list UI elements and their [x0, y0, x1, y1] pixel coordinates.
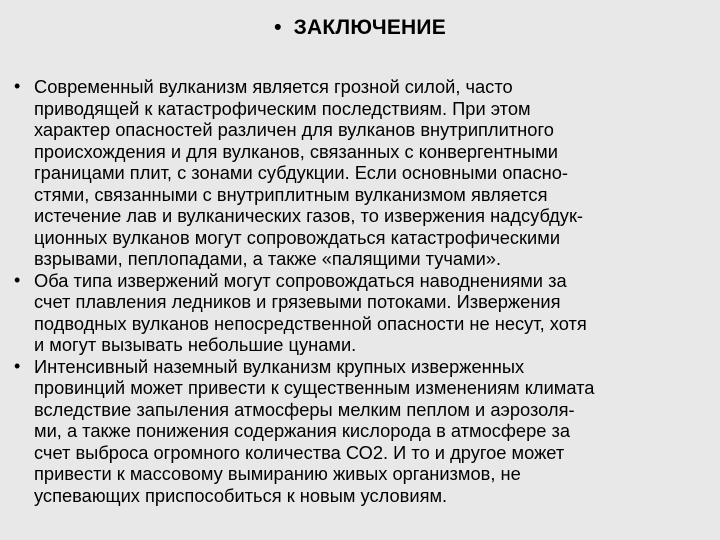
text-line: приводящей к катастрофическим последствиям. При этом — [34, 97, 531, 119]
text-line: Современный вулканизм является грозной силой, часто — [34, 76, 513, 97]
text-line: взрывами, пеплопадами, а также «палящими тучами». — [34, 248, 502, 269]
bullet-item-3 — [12, 356, 712, 507]
text-line: ми, а также понижения содержания кислорода в атмосфере за — [34, 420, 571, 441]
text-line: границами плит, с зонами субдукции. Если основными опасно- — [34, 162, 568, 183]
text-line: и могут вызывать небольшие цунами. — [34, 334, 357, 355]
bullet-marker: • — [14, 355, 21, 376]
text-line: провинций может привести к существенным изменениям климата — [34, 377, 595, 398]
text-line: счет плавления ледников и грязевыми потоками. Извержения — [34, 291, 561, 312]
text-line: Оба типа извержений могут сопровождаться наводнениями за — [34, 269, 567, 291]
bullet-marker: • — [14, 76, 21, 96]
bullet-list — [12, 76, 712, 506]
title-bullet: • — [274, 16, 282, 39]
slide-title-row — [0, 12, 720, 44]
slide-title: ЗАКЛЮЧЕНИЕ — [293, 16, 446, 39]
text-line: стями, связанными с внутриплитным вулканизмом является — [34, 183, 548, 205]
bullet-marker: • — [14, 269, 21, 290]
text-line: ционных вулканов могут сопровождаться катастрофическими — [34, 226, 561, 248]
text-line: происхождения и для вулканов, связанных с конвергентными — [34, 140, 558, 162]
text-line: характер опасностей различен для вулканов внутриплитного — [34, 119, 554, 140]
text-line: истечение лав и вулканических газов, то извержения надсубдук- — [34, 205, 584, 226]
text-line: привести к массовому вымиранию живых организмов, не — [34, 463, 521, 484]
bullet-item-2 — [12, 270, 712, 356]
text-line: счет выброса огромного количества СО2. И то и другое может — [34, 441, 565, 463]
text-line: Интенсивный наземный вулканизм крупных изверженных — [34, 355, 525, 377]
text-line: подводных вулканов непосредственной опасности не несут, хотя — [34, 312, 587, 334]
bullet-item-1 — [12, 76, 712, 270]
text-line: вследствие запыления атмосферы мелким пеплом и аэрозоля- — [34, 398, 575, 420]
text-line: успевающих приспособиться к новым условиям. — [34, 484, 448, 506]
